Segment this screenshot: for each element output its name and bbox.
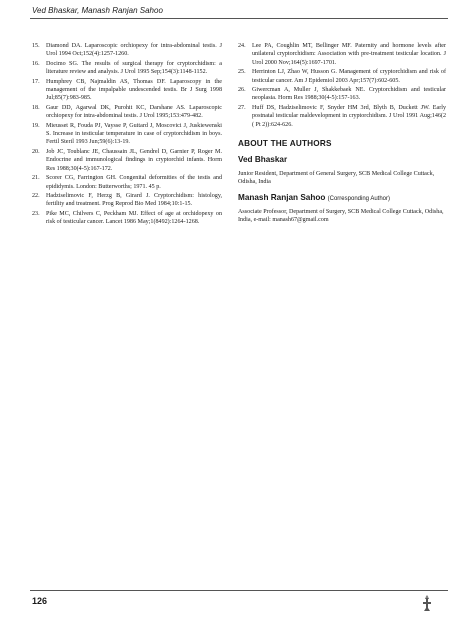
- footer-rule: [30, 590, 448, 591]
- reference-item: [32, 174, 222, 191]
- reference-number: 23.: [32, 210, 40, 217]
- running-header: Ved Bhaskar, Manash Ranjan Sahoo: [32, 6, 163, 15]
- author-role: (Corresponding Author): [327, 195, 391, 202]
- reference-text: Diamond DA. Laparoscopic orchiopexy for intra-abdominal testis. J Urol 1994 Oct;152(4):1257-1260.: [46, 43, 222, 58]
- reference-number: 27.: [238, 104, 246, 111]
- reference-text: Hadziselimovic F, Herzg B, Girard J. Cryptorchidism: histology, fertility and treatment. Prog Reprod Bio Med 1984;10:1-15.: [46, 192, 222, 208]
- reference-item: [32, 60, 222, 77]
- author-name: Ved Bhaskar: [238, 155, 288, 165]
- reference-text: Huff DS, Hadziselimovic F, Snyder HM 3rd, Blyth B, Duckett JW. Early postnatal testicular maldevelopment in cryptorchidism. J Urol 1991 Aug;146(2 ( Pt 2)):624-626.: [252, 104, 446, 128]
- reference-number: 17.: [32, 78, 40, 85]
- reference-number: 18.: [32, 104, 40, 111]
- reference-item: [238, 68, 446, 85]
- reference-text: Mieusset R, Fouda PJ, Vaysse P, Guitard J, Moscovici J, Juskiewenski S. Increase in testicular temperature in case of cryptorchidism in boys. Fertil Steril 1993 Jun;59(6):13-19.: [46, 122, 222, 146]
- reference-number: 21.: [32, 175, 40, 182]
- page-number: 126: [32, 596, 48, 606]
- author-name-text: Manash Ranjan Sahoo: [238, 192, 326, 202]
- reference-number: 15.: [32, 43, 40, 49]
- reference-text: Herrinton LJ, Zhao W, Husson G. Management of cryptorchidism and risk of testicular cancer. Am J Epidemiol 2003 Apr;157(7):602-605.: [252, 69, 446, 84]
- reference-text: Lee PA, Coughlin MT, Bellinger MF. Paternity and hormone levels after unilateral cryptorchidism: Association with pre-treatment testicular location. J Urol 2000 Nov;164(5):1697-1701.: [252, 43, 446, 66]
- reference-text: Giwercman A, Muller J, Shakkebaek NE. Cryptorchidism and testicular neoplasia. Horm Res 1988;30(4-5):157-163.: [252, 87, 446, 102]
- reference-number: 24.: [238, 43, 246, 49]
- reference-number: 19.: [32, 122, 40, 129]
- reference-number: 26.: [238, 87, 246, 94]
- reference-item: [32, 42, 222, 59]
- author-name-corresponding: [238, 193, 446, 202]
- reference-text: Docimo SG. The results of surgical therapy for cryptorchidism: a literature review and analysis. J Urol 1995 Sep;154(3):1148-1152.: [46, 60, 222, 76]
- reference-number: 16.: [32, 60, 40, 67]
- author-affiliation: Junior Resident, Department of General Surgery, SCB Medical College Cuttack, Odisha, India: [238, 171, 435, 186]
- reference-text: Scorer CG, Farrington GH. Congenital deformities of the testis and epididymis. London: Butterworths; 1971. 45 p.: [46, 175, 222, 190]
- reference-item: [32, 210, 222, 227]
- publisher-logo-icon: [420, 594, 434, 612]
- reference-text: Job JC, Toublanc JE, Chaussain JL, Gendrel D, Garnier P, Roger M. Endocrine and immunological findings in cryptorchid infants. Horm Res 1988;30(4-5):167-172.: [46, 148, 222, 172]
- references-right-column: [238, 42, 446, 225]
- header-rule: [30, 18, 448, 19]
- about-authors-heading: ABOUT THE AUTHORS: [238, 139, 332, 149]
- reference-text: Pike MC, Chilvers C, Peckham MJ. Effect of age at orchidopexy on risk of testicular cancer. Lancet 1986 May;1(8492):1264-1268.: [46, 210, 222, 226]
- reference-number: 25.: [238, 69, 246, 76]
- reference-item: [238, 42, 446, 67]
- reference-item: [238, 104, 446, 129]
- reference-item: [32, 122, 222, 147]
- references-left-column: [32, 42, 222, 228]
- reference-number: 20.: [32, 148, 40, 155]
- reference-item: [238, 86, 446, 103]
- reference-item: [32, 192, 222, 209]
- reference-text: Gaur DD, Agarwal DK, Purohit KC, Darshane AS. Laparoscopic orchiopexy for intra-abdominal testis. J Urol 1995;153:479-482.: [46, 104, 222, 120]
- reference-item: [32, 148, 222, 173]
- reference-item: [32, 78, 222, 103]
- reference-number: 22.: [32, 192, 40, 199]
- author-affiliation: Associate Professor, Department of Surgery, SCB Medical College Cuttack, Odisha, India, e-mail: manash67@gmail.com: [238, 208, 444, 224]
- reference-item: [32, 104, 222, 121]
- reference-text: Humphrey CB, Najmaldin AS, Thomas DF. Laparoscopy in the management of the impalpable undescended testis. Br J Surg 1998 Jul;85(7):983-985.: [46, 78, 222, 102]
